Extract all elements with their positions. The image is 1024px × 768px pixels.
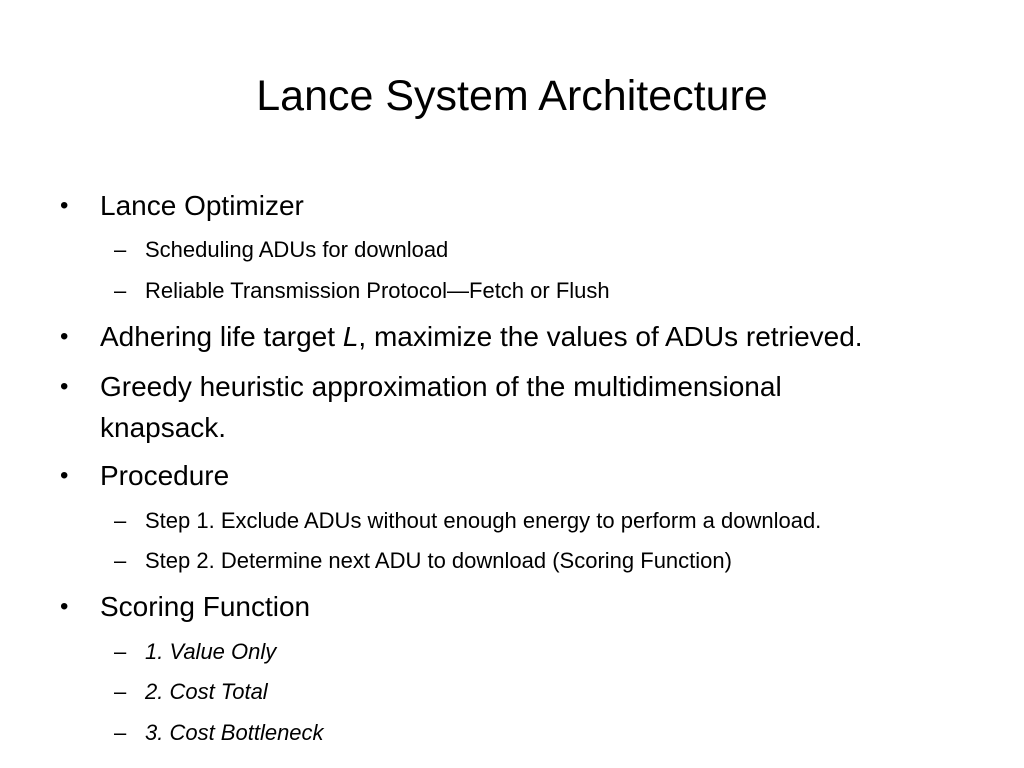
- bullet-label-italic: L: [342, 321, 359, 352]
- slide-title: Lance System Architecture: [256, 72, 768, 120]
- dash-glyph: –: [114, 679, 127, 704]
- bullet-glyph: •: [60, 192, 69, 219]
- bullet-greedy-heuristic: [60, 366, 782, 407]
- subitem-cost-total: [114, 677, 268, 707]
- bullet-scoring-function: [60, 586, 311, 627]
- dash-glyph: –: [114, 278, 127, 303]
- dash-glyph: –: [114, 548, 127, 573]
- bullet-glyph: •: [60, 462, 69, 489]
- bullet-label: Lance Optimizer: [100, 190, 304, 221]
- dash-glyph: –: [114, 720, 127, 745]
- subitem-label: Scheduling ADUs for download: [145, 237, 449, 262]
- bullet-label-line1: Greedy heuristic approximation of the multidimensional: [100, 371, 782, 402]
- bullet-glyph: •: [60, 373, 69, 400]
- subitem-value-only: [114, 637, 277, 667]
- bullet-label-line2: knapsack.: [100, 412, 227, 443]
- subitem-label: Reliable Transmission Protocol—Fetch or Flush: [145, 278, 610, 303]
- subitem-cost-bottleneck: [114, 718, 324, 748]
- subitem-step-2: [114, 546, 732, 576]
- dash-glyph: –: [114, 508, 127, 533]
- subitem-step-1: [114, 506, 822, 536]
- bullet-procedure: [60, 455, 230, 496]
- subitem-label: 1. Value Only: [145, 639, 277, 664]
- bullet-label-part1: Adhering life target: [100, 321, 343, 352]
- dash-glyph: –: [114, 639, 127, 664]
- dash-glyph: –: [114, 237, 127, 262]
- subitem-transmission-protocol: [114, 276, 610, 306]
- bullet-lance-optimizer: [60, 185, 304, 226]
- bullet-greedy-heuristic-continuation: [100, 407, 226, 448]
- bullet-label: Scoring Function: [100, 591, 311, 622]
- bullet-glyph: •: [60, 323, 69, 350]
- subitem-scheduling: [114, 235, 449, 265]
- bullet-label-part2: , maximize the values of ADUs retrieved.: [358, 321, 863, 352]
- subitem-label: 2. Cost Total: [145, 679, 268, 704]
- bullet-glyph: •: [60, 593, 69, 620]
- bullet-label: Procedure: [100, 460, 230, 491]
- bullet-life-target: [60, 316, 863, 357]
- subitem-label: 3. Cost Bottleneck: [145, 720, 324, 745]
- subitem-label: Step 2. Determine next ADU to download (Scoring Function): [145, 548, 732, 573]
- subitem-label: Step 1. Exclude ADUs without enough energy to perform a download.: [145, 508, 822, 533]
